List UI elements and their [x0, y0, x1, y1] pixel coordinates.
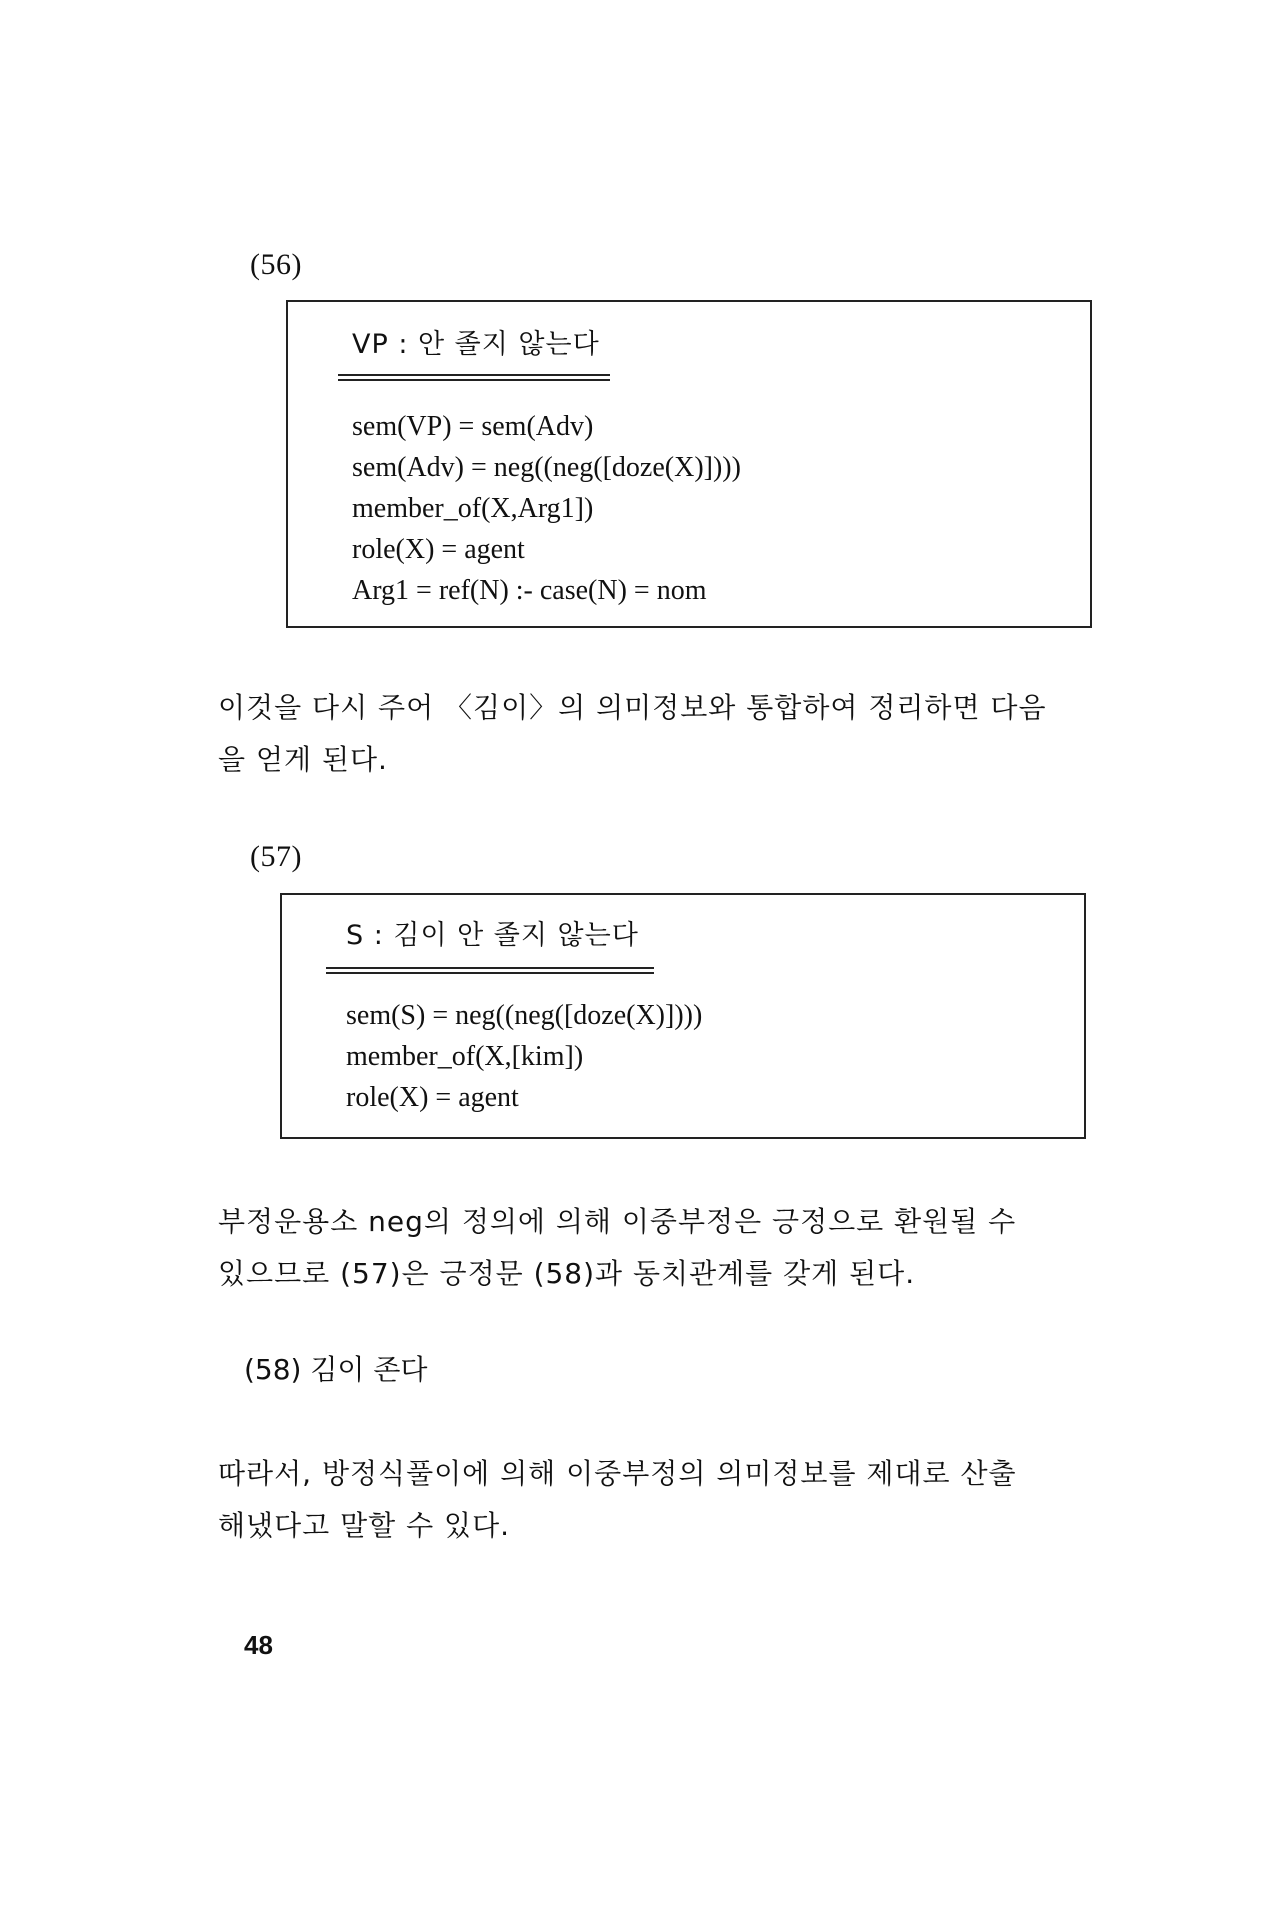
example-56-double-rule: [338, 374, 610, 381]
example-56-label: (56): [250, 248, 302, 281]
example-57-formulas: [346, 995, 702, 1118]
formula-line: role(X) = agent: [346, 1082, 519, 1113]
paragraph-line: 을 얻게 된다.: [218, 743, 388, 776]
example-57-double-rule: [326, 967, 654, 974]
paragraph-line: 해냈다고 말할 수 있다.: [218, 1509, 511, 1542]
paragraph-line: 이것을 다시 주어 〈김이〉의 의미정보와 통합하여 정리하면 다음: [218, 691, 1047, 724]
example-57-box: [280, 893, 1086, 1139]
formula-line: role(X) = agent: [352, 534, 525, 565]
formula-line: sem(Adv) = neg((neg([doze(X)]))): [352, 452, 741, 483]
example-56-formulas: [352, 406, 741, 611]
paragraph-1: [218, 682, 1108, 786]
formula-line: member_of(X,[kim]): [346, 1041, 584, 1072]
paragraph-3: [218, 1448, 1108, 1552]
example-56-box: [286, 300, 1092, 628]
formula-line: Arg1 = ref(N) :- case(N) = nom: [352, 575, 707, 606]
formula-line: sem(VP) = sem(Adv): [352, 411, 594, 442]
formula-line: sem(S) = neg((neg([doze(X)]))): [346, 1000, 703, 1031]
page-number: 48: [244, 1630, 273, 1660]
paragraph-2: [218, 1196, 1108, 1300]
paragraph-line: 부정운용소 neg의 정의에 의해 이중부정은 긍정으로 환원될 수: [218, 1205, 1017, 1238]
formula-line: member_of(X,Arg1]): [352, 493, 594, 524]
example-57-title: S : 김이 안 졸지 않는다: [346, 920, 639, 951]
example-56-title: VP : 안 졸지 않는다: [352, 329, 600, 360]
example-58: (58) 김이 존다: [244, 1353, 428, 1386]
paragraph-line: 있으므로 (57)은 긍정문 (58)과 동치관계를 갖게 된다.: [218, 1257, 916, 1290]
paragraph-line: 따라서, 방정식풀이에 의해 이중부정의 의미정보를 제대로 산출: [218, 1457, 1017, 1490]
example-57-label: (57): [250, 840, 302, 873]
